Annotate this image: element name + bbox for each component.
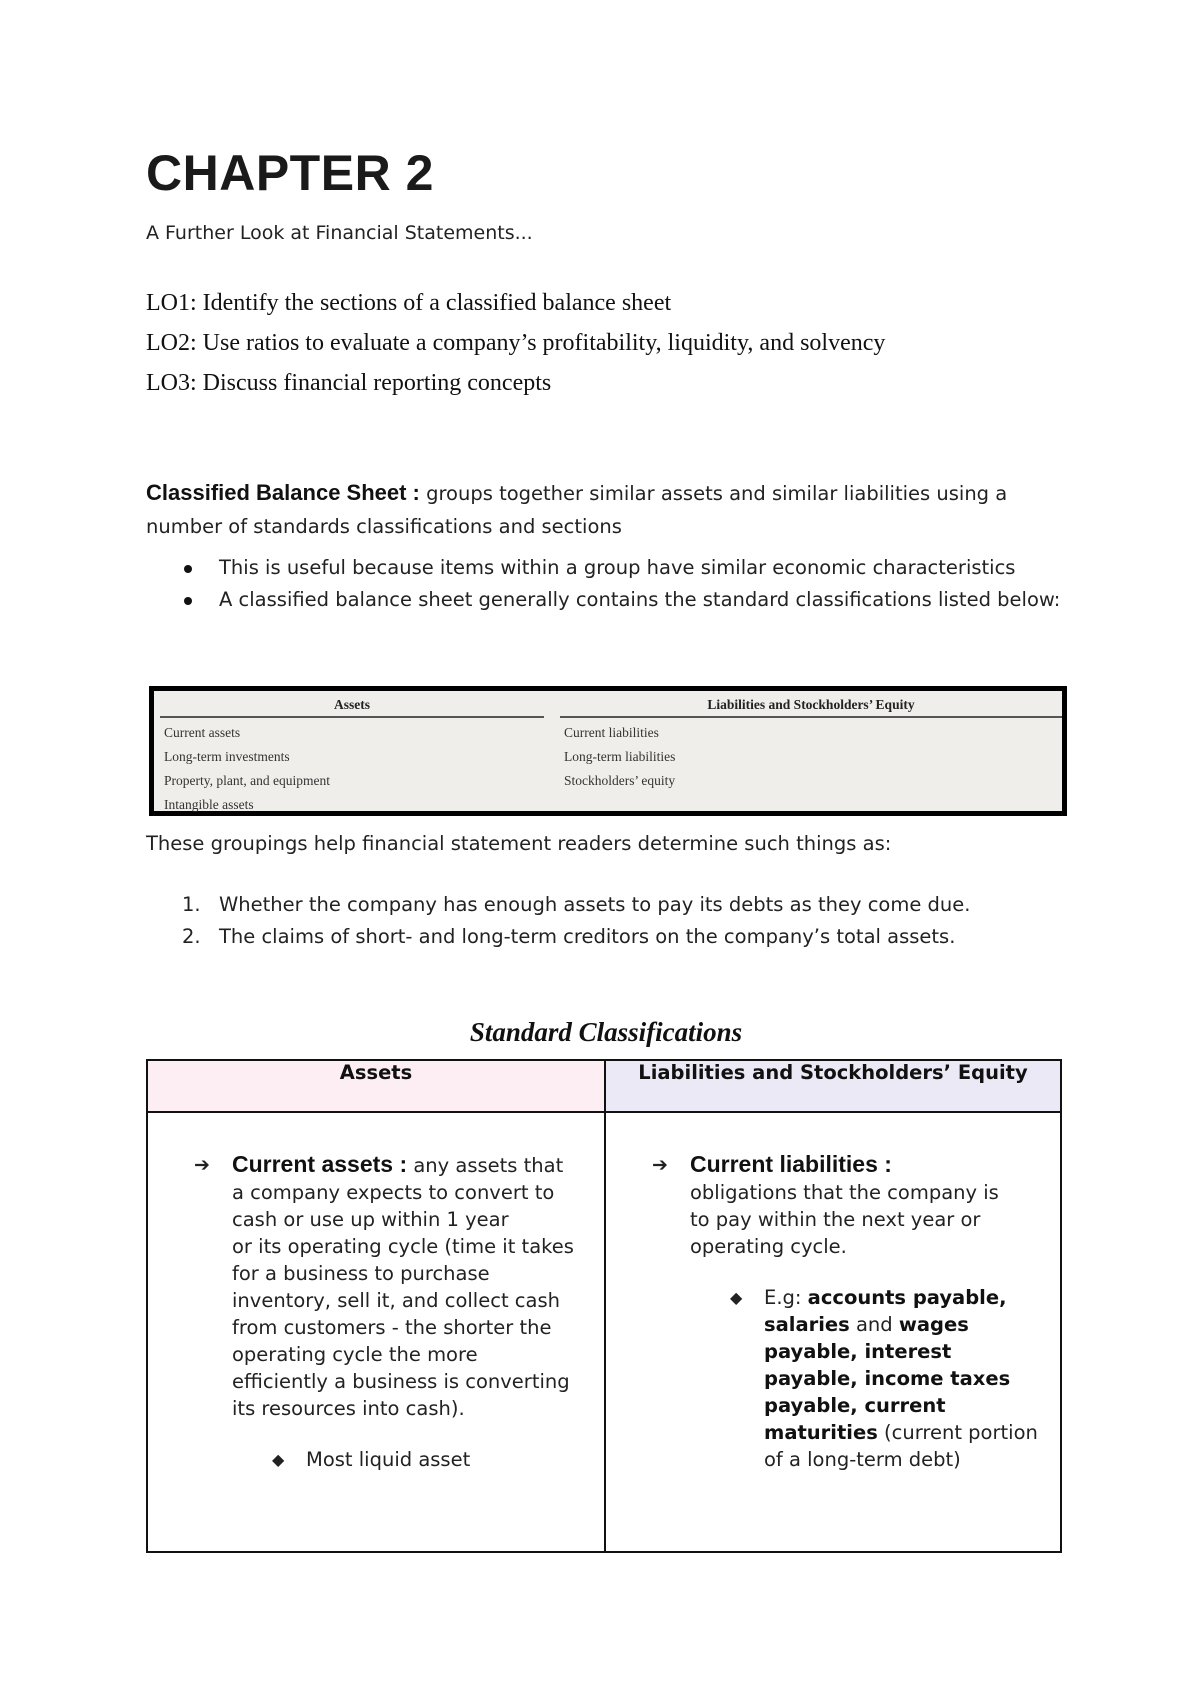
list-item [146,553,1066,583]
current-assets-subitem [194,1446,574,1473]
learning-objectives [146,283,885,403]
standard-classifications-table [146,1059,1062,1553]
figure-assets-column [160,697,544,817]
figure-row: Long-term liabilities [564,749,676,764]
current-liabilities-subitem [652,1284,1044,1473]
figure-row: Current liabilities [564,725,659,740]
list-item-text: Whether the company has enough assets to pay its debts as they come due. [219,893,971,916]
current-liabilities-item [652,1151,1022,1260]
example-bold-2: wages payable, interest payable, income taxes payable, current maturities [764,1313,1011,1444]
list-item-text: This is useful because items within a group have similar economic characteristics [219,556,1016,579]
example-and: and [849,1313,899,1336]
diamond-bullet-icon: ◆ [730,1288,743,1307]
example-tail: (current portion of a long-term debt) [764,1421,1038,1471]
assets-cell [147,1112,605,1552]
learning-objective: LO2: Use ratios to evaluate a company’s profitability, liquidity, and solvency [146,330,886,356]
figure-row: Stockholders’ equity [564,773,676,788]
groupings-intro: These groupings help financial statement readers determine such things as: [146,832,892,855]
figure-liabilities-column [560,697,1062,793]
list-item [146,922,1066,952]
learning-objective: LO1: Identify the sections of a classified balance sheet [146,290,672,316]
classifications-figure [149,686,1067,816]
groupings-list [146,890,1066,954]
liabilities-column-header: Liabilities and Stockholders’ Equity [605,1060,1061,1112]
current-assets-term: Current assets : [232,1151,408,1177]
liabilities-cell [605,1112,1061,1552]
figure-liabilities-header: Liabilities and Stockholders’ Equity [560,697,1062,718]
assets-column-header: Assets [147,1060,605,1112]
figure-row: Long-term investments [164,749,290,764]
classified-definition-text: groups together similar assets and similar liabilities using a number of standards classifications and sections [146,482,1008,538]
classified-term: Classified Balance Sheet : [146,480,420,505]
example-label: E.g: [764,1286,808,1309]
figure-row: Property, plant, and equipment [164,773,330,788]
figure-assets-header: Assets [160,697,544,718]
current-liabilities-text: obligations that the company is to pay within the next year or operating cycle. [690,1181,999,1258]
diamond-bullet-icon: ◆ [272,1450,285,1469]
list-number: 1. [182,893,201,916]
classified-definition [146,476,1066,543]
figure-row: Intangible assets [164,797,254,812]
bullet-icon [184,565,192,573]
subitem-text: Most liquid asset [306,1448,471,1471]
list-item [146,890,1066,920]
learning-objective: LO3: Discuss financial reporting concepts [146,370,552,396]
list-item-text: A classified balance sheet generally contains the standard classifications listed below: [219,588,1061,611]
current-assets-text: any assets that a company expects to convert to cash or use up within 1 year [232,1154,564,1231]
list-number: 2. [182,925,201,948]
current-assets-item [194,1151,574,1422]
example-bold-1: accounts payable, salaries [764,1286,1007,1336]
classified-bullets [146,553,1066,617]
list-item-text: The claims of short- and long-term creditors on the company’s total assets. [219,925,956,948]
current-assets-text-continued: or its operating cycle (time it takes for a business to purchase inventory, sell it, and collect cash from customers - the shorter the operating cycle the more efficiently a business is converting its resources into cash). [232,1235,574,1420]
figure-row: Current assets [164,725,241,740]
table-title: Standard Classifications [469,1017,743,1047]
chapter-heading: CHAPTER 2 [146,145,434,201]
list-item [146,585,1066,615]
arrow-right-icon: ➔ [652,1154,668,1176]
chapter-subtitle: A Further Look at Financial Statements... [146,222,533,244]
arrow-right-icon: ➔ [194,1154,210,1176]
bullet-icon [184,597,192,605]
current-liabilities-term: Current liabilities : [690,1151,892,1177]
